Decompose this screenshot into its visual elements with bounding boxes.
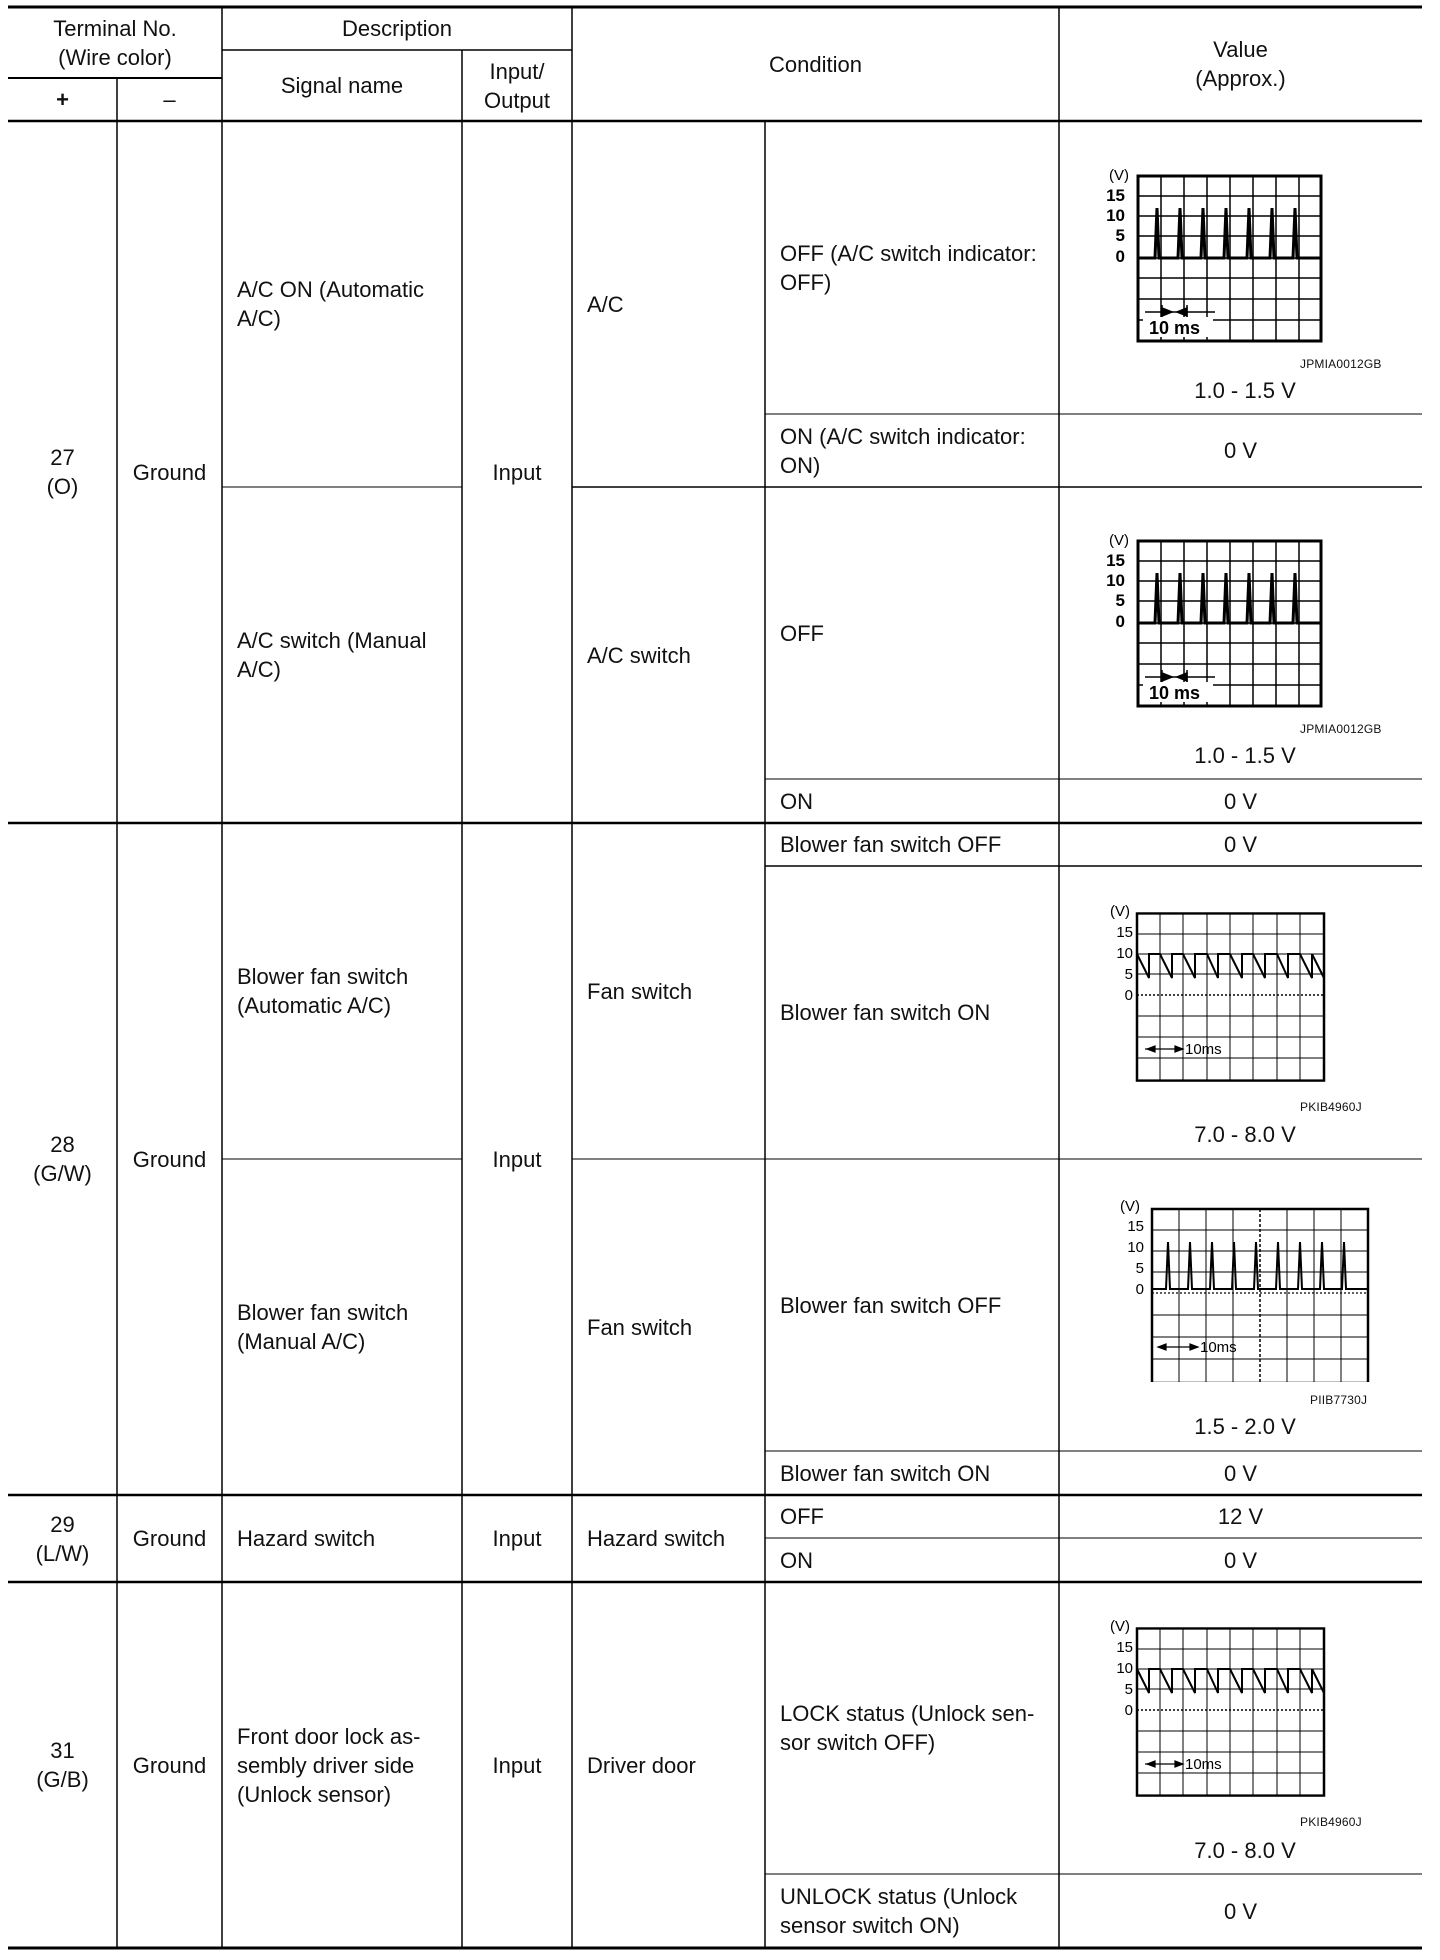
terminal-27-ref-b1: JPMIA0012GB bbox=[1300, 722, 1382, 736]
header-io-line2: Output bbox=[483, 87, 551, 113]
signal-line3: (Unlock sensor) bbox=[237, 1781, 392, 1807]
sub-2-line2: sensor switch ON) bbox=[780, 1913, 960, 1938]
scope-tick-15: 15 bbox=[1116, 924, 1133, 941]
scope-time-label: 10 ms bbox=[1149, 683, 1201, 703]
terminal-29-signal: Hazard switch bbox=[237, 1526, 376, 1551]
scope-tick-15: 15 bbox=[1106, 551, 1125, 570]
terminal-27-condition-a: A/C bbox=[587, 291, 624, 317]
signal-b-line2: (Manual A/C) bbox=[237, 1329, 366, 1354]
scope-tick-10: 10 bbox=[1106, 206, 1125, 225]
signal-a-line1: A/C ON (Automatic bbox=[237, 277, 425, 302]
terminal-31-value-2: 0 V bbox=[1223, 1898, 1258, 1924]
header-condition: Condition bbox=[769, 51, 862, 77]
terminal-28-io: Input bbox=[492, 1146, 542, 1172]
terminal-31-value-1: 7.0 - 8.0 V bbox=[1194, 1838, 1296, 1863]
header-value bbox=[1059, 7, 1422, 121]
terminal-28-ground: Ground bbox=[132, 1146, 207, 1172]
terminal-29-color: (L/W) bbox=[35, 1540, 90, 1566]
terminal-28-condition-a: Fan switch bbox=[587, 978, 693, 1004]
terminal-27-value-b2: 0 V bbox=[1223, 788, 1258, 814]
terminal-28-value-b1: 1.5 - 2.0 V bbox=[1194, 1414, 1296, 1439]
terminal-27-id: 27 bbox=[50, 445, 75, 470]
terminal-28-id: 28 bbox=[50, 1132, 75, 1157]
terminal-28-number bbox=[8, 823, 117, 1495]
scope-unit-label: (V) bbox=[1109, 532, 1129, 549]
terminal-31-color: (G/B) bbox=[36, 1767, 89, 1792]
header-description: Description bbox=[341, 16, 453, 41]
terminal-28-sub-a2: Blower fan switch ON bbox=[780, 1000, 991, 1025]
terminal-27-value-a1: 1.0 - 1.5 V bbox=[1194, 378, 1296, 403]
scope-tick-5: 5 bbox=[1135, 1260, 1144, 1277]
terminal-28-value-a2: 7.0 - 8.0 V bbox=[1194, 1122, 1296, 1147]
sub-a1-line2: OFF) bbox=[780, 269, 832, 295]
terminal-27-number bbox=[8, 121, 117, 823]
scope-tick-10: 10 bbox=[1116, 945, 1133, 962]
sub-a2-line2: ON) bbox=[780, 452, 821, 478]
terminal-29-condition: Hazard switch bbox=[587, 1526, 726, 1551]
terminal-27-signal-a bbox=[222, 121, 462, 487]
terminal-27-value-a2: 0 V bbox=[1223, 438, 1258, 463]
signal-line1: Front door lock as- bbox=[237, 1723, 421, 1749]
header-wire-color-label: (Wire color) bbox=[58, 44, 172, 70]
terminal-27-sub-b1: OFF bbox=[780, 620, 824, 646]
terminal-28-condition-b: Fan switch bbox=[587, 1314, 693, 1340]
scope-time-label: 10ms bbox=[1185, 1756, 1222, 1773]
terminal-27-color: (O) bbox=[46, 474, 79, 499]
scope-time-label: 10ms bbox=[1185, 1041, 1222, 1058]
scope-tick-10: 10 bbox=[1116, 1660, 1133, 1677]
terminal-28-signal-a bbox=[222, 823, 462, 1159]
terminal-27-ref-a1: JPMIA0012GB bbox=[1300, 357, 1382, 371]
scope-tick-5: 5 bbox=[1115, 591, 1125, 610]
terminal-29-id: 29 bbox=[50, 1511, 75, 1537]
scope-tick-15: 15 bbox=[1106, 186, 1125, 205]
terminal-29-value-2: 0 V bbox=[1223, 1547, 1258, 1573]
terminal-27-sub-b2: ON bbox=[780, 788, 813, 814]
scope-tick-5: 5 bbox=[1115, 226, 1125, 245]
signal-b-line1: A/C switch (Manual bbox=[237, 628, 427, 653]
sub-1-line2: sor switch OFF) bbox=[780, 1730, 936, 1755]
sub-a2-line1: ON (A/C switch indicator: bbox=[780, 423, 1026, 449]
scope-tick-0: 0 bbox=[1135, 1281, 1144, 1298]
terminal-29-io: Input bbox=[492, 1526, 542, 1551]
terminal-31-signal bbox=[222, 1582, 462, 1948]
header-plus: + bbox=[56, 87, 69, 112]
header-value-line2: (Approx.) bbox=[1195, 66, 1286, 91]
header-minus: – bbox=[163, 87, 176, 112]
scope-unit-label: (V) bbox=[1109, 167, 1129, 184]
terminal-27-ground: Ground bbox=[132, 459, 207, 485]
scope-tick-0: 0 bbox=[1124, 987, 1133, 1004]
terminal-27-sub-a2 bbox=[765, 414, 1059, 487]
scope-tick-5: 5 bbox=[1124, 1681, 1133, 1698]
scope-unit-label: (V) bbox=[1110, 903, 1130, 920]
terminal-28-ref-b1: PIIB7730J bbox=[1310, 1393, 1368, 1407]
terminal-29-ground: Ground bbox=[132, 1526, 207, 1551]
terminal-28-signal-b bbox=[222, 1159, 462, 1495]
terminal-29-sub-1: OFF bbox=[780, 1504, 824, 1529]
terminal-31-condition: Driver door bbox=[587, 1752, 696, 1778]
terminal-31-number bbox=[8, 1582, 117, 1948]
terminal-28-color: (G/W) bbox=[33, 1161, 92, 1186]
sub-a1-line1: OFF (A/C switch indicator: bbox=[780, 240, 1037, 266]
scope-tick-5: 5 bbox=[1124, 966, 1133, 983]
oscilloscope-waveform bbox=[1118, 1197, 1378, 1382]
header-terminal-label: Terminal No. bbox=[53, 15, 177, 41]
signal-a-line2: A/C) bbox=[237, 306, 281, 331]
header-value-line1: Value bbox=[1213, 37, 1268, 62]
terminal-31-id: 31 bbox=[50, 1738, 75, 1763]
scope-tick-0: 0 bbox=[1115, 612, 1125, 631]
scope-tick-0: 0 bbox=[1115, 247, 1125, 266]
terminal-29-number bbox=[8, 1495, 117, 1582]
terminal-29-sub-2: ON bbox=[780, 1547, 813, 1573]
scope-tick-10: 10 bbox=[1127, 1239, 1144, 1256]
terminal-27-io: Input bbox=[492, 459, 542, 485]
terminal-31-sub-2 bbox=[765, 1874, 1059, 1948]
terminal-29-value-1: 12 V bbox=[1217, 1504, 1264, 1529]
signal-a-line1: Blower fan switch bbox=[237, 964, 409, 989]
scope-tick-0: 0 bbox=[1124, 1702, 1133, 1719]
oscilloscope-waveform bbox=[1105, 165, 1365, 350]
scope-time-label: 10ms bbox=[1200, 1339, 1237, 1356]
header-terminal-no bbox=[8, 7, 222, 78]
header-io-line1: Input/ bbox=[489, 58, 545, 84]
scope-tick-10: 10 bbox=[1106, 571, 1125, 590]
scope-unit-label: (V) bbox=[1110, 1618, 1130, 1635]
signal-b-line2: A/C) bbox=[237, 657, 281, 682]
scope-unit-label: (V) bbox=[1120, 1198, 1140, 1215]
terminal-31-ground: Ground bbox=[132, 1752, 207, 1778]
terminal-27-value-b1: 1.0 - 1.5 V bbox=[1194, 743, 1296, 768]
signal-b-line1: Blower fan switch bbox=[237, 1300, 409, 1325]
scope-time-label: 10 ms bbox=[1149, 318, 1201, 338]
terminal-27-condition-b: A/C switch bbox=[587, 642, 691, 668]
terminal-27-signal-b bbox=[222, 487, 462, 823]
terminal-31-ref-1: PKIB4960J bbox=[1300, 1815, 1362, 1829]
terminal-28-sub-b1: Blower fan switch OFF bbox=[780, 1292, 1002, 1318]
terminal-28-ref-a2: PKIB4960J bbox=[1300, 1100, 1362, 1114]
terminal-27-sub-a1 bbox=[765, 121, 1059, 414]
oscilloscope-waveform bbox=[1105, 902, 1365, 1087]
sub-1-line1: LOCK status (Unlock sen- bbox=[780, 1701, 1035, 1726]
signal-line2: sembly driver side bbox=[237, 1752, 415, 1778]
signal-a-line2: (Automatic A/C) bbox=[237, 993, 392, 1018]
header-input-output bbox=[462, 50, 572, 121]
terminal-28-value-b2: 0 V bbox=[1223, 1460, 1258, 1486]
terminal-28-value-a1: 0 V bbox=[1223, 832, 1258, 857]
terminal-28-sub-a1: Blower fan switch OFF bbox=[780, 832, 1002, 857]
scope-tick-15: 15 bbox=[1116, 1639, 1133, 1656]
oscilloscope-waveform bbox=[1105, 1617, 1365, 1802]
scope-tick-15: 15 bbox=[1127, 1218, 1144, 1235]
terminal-31-sub-1 bbox=[765, 1582, 1059, 1874]
terminal-28-sub-b2: Blower fan switch ON bbox=[780, 1460, 991, 1486]
terminal-31-io: Input bbox=[492, 1752, 542, 1778]
sub-2-line1: UNLOCK status (Unlock bbox=[780, 1884, 1018, 1909]
header-signal-name: Signal name bbox=[280, 73, 404, 98]
oscilloscope-waveform bbox=[1105, 530, 1365, 715]
